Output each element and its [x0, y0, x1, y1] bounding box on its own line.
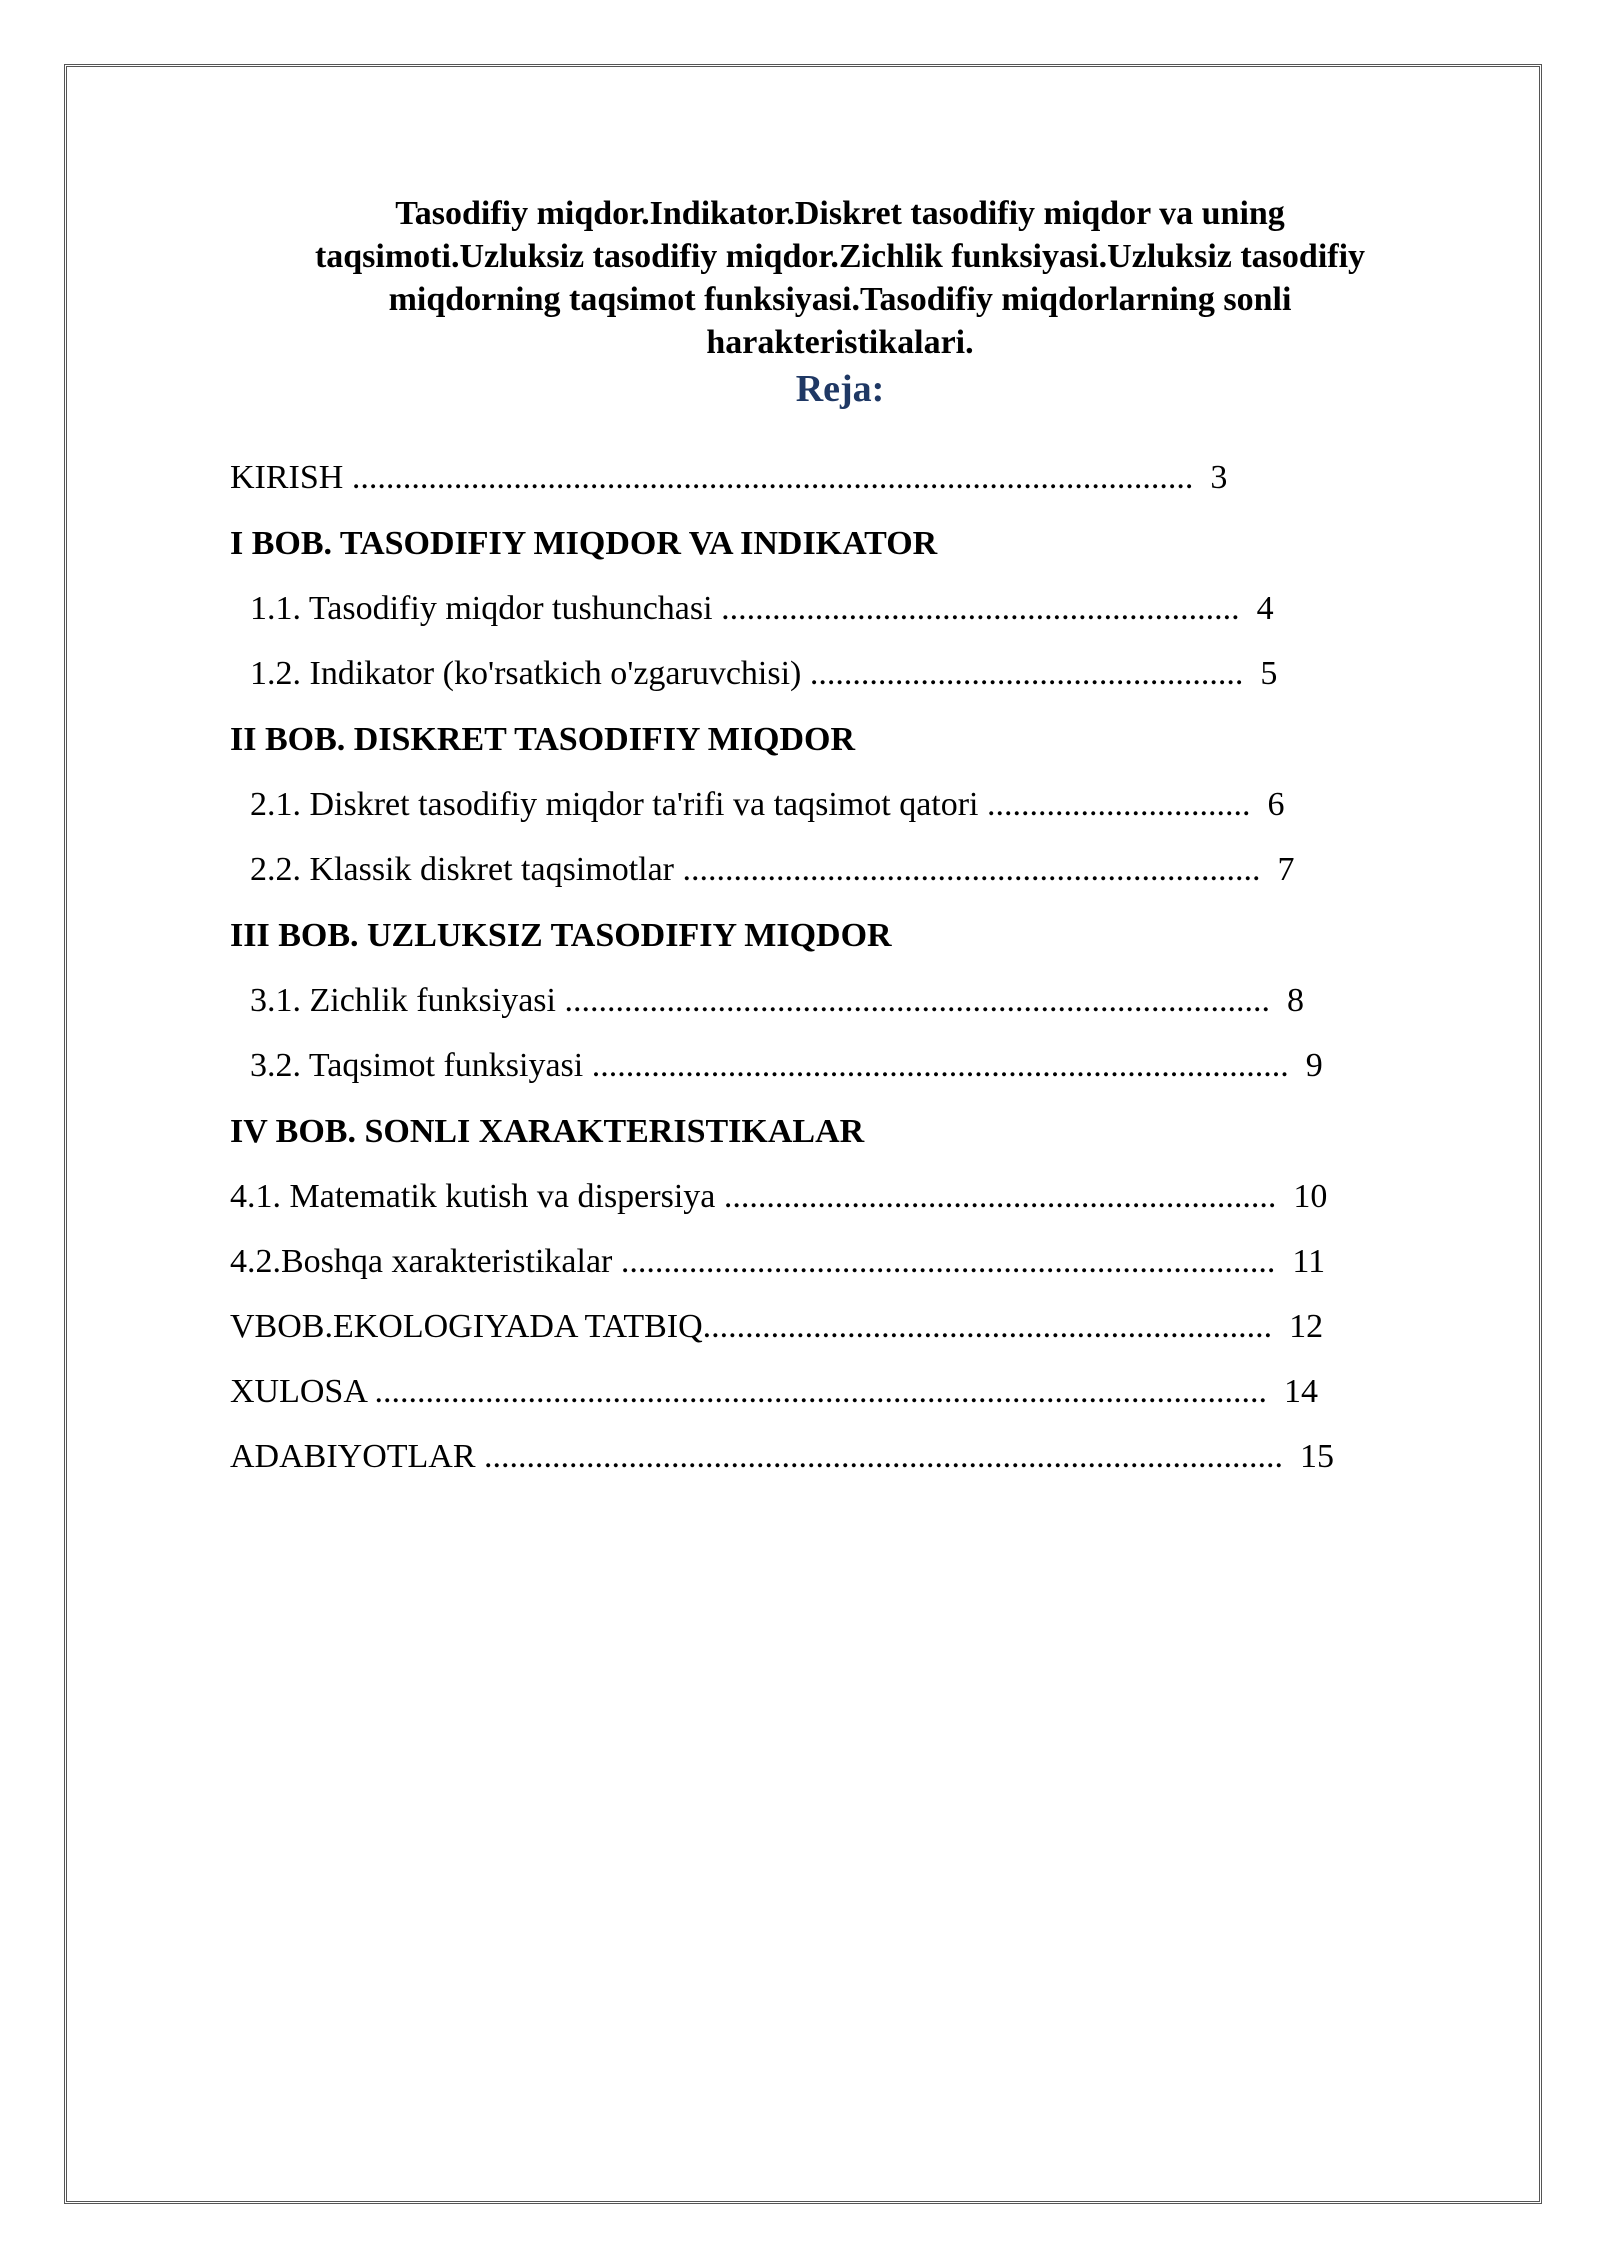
toc-page-number: 5 — [1260, 655, 1278, 692]
plan-heading: Reja: — [795, 368, 885, 410]
toc-entry-kirish[interactable] — [230, 458, 1227, 498]
toc-label: 1.2. Indikator (ko'rsatkich o'zgaruvchisi) — [250, 655, 802, 692]
toc-page-number: 4 — [1256, 590, 1274, 627]
toc-leader-dots: ............................................................. — [712, 590, 1240, 627]
toc-entry-3-1[interactable] — [250, 981, 1304, 1021]
toc-leader-dots: ............................................................................. — [612, 1243, 1276, 1280]
title-line-3: miqdorning taqsimot funksiyasi.Tasodifiy miqdorlarning sonli — [388, 281, 1292, 318]
toc-page-number: 9 — [1305, 1047, 1323, 1084]
toc-page-number: 7 — [1277, 851, 1295, 888]
toc-label: II BOB. DISKRET TASODIFIY MIQDOR — [230, 721, 856, 758]
toc-label: 2.1. Diskret tasodifiy miqdor ta'rifi va taqsimot qatori — [250, 786, 979, 823]
title-line-4: harakteristikalari. — [706, 324, 974, 361]
toc-entry-1-1[interactable] — [250, 589, 1274, 629]
toc-leader-dots: ................................................................. — [715, 1178, 1277, 1215]
toc-label: 4.2.Boshqa xarakteristikalar — [230, 1243, 613, 1280]
toc-chapter-1[interactable] — [230, 524, 937, 564]
toc-leader-dots: ................................................................................................... — [343, 459, 1194, 496]
toc-leader-dots: ............................... — [978, 786, 1251, 823]
toc-label: KIRISH — [230, 459, 344, 496]
toc-label: ADABIYOTLAR — [230, 1438, 476, 1475]
toc-page-number: 10 — [1293, 1178, 1328, 1215]
toc-entry-xulosa[interactable] — [230, 1372, 1318, 1412]
title-line-1: Tasodifiy miqdor.Indikator.Diskret tasodifiy miqdor va uning — [395, 195, 1285, 232]
toc-label: I BOB. TASODIFIY MIQDOR VA INDIKATOR — [230, 525, 938, 562]
toc-page-number: 12 — [1289, 1308, 1324, 1345]
toc-entry-4-1[interactable] — [230, 1177, 1327, 1217]
toc-page-number: 11 — [1292, 1243, 1326, 1280]
toc-chapter-3[interactable] — [230, 916, 892, 956]
toc-page-number: 8 — [1286, 982, 1304, 1019]
toc-label: 3.1. Zichlik funksiyasi — [250, 982, 556, 1019]
title-line-2: taqsimoti.Uzluksiz tasodifiy miqdor.Zichlik funksiyasi.Uzluksiz tasodifiy — [314, 238, 1366, 275]
toc-label: VBOB.EKOLOGIYADA TATBIQ — [230, 1308, 703, 1345]
toc-page-number: 6 — [1267, 786, 1285, 823]
toc-label: 3.2. Taqsimot funksiyasi — [250, 1047, 584, 1084]
toc-label: 1.1. Tasodifiy miqdor tushunchasi — [250, 590, 713, 627]
toc-entry-2-2[interactable] — [250, 850, 1295, 890]
toc-page-number: 14 — [1284, 1373, 1319, 1410]
toc-entry-adabiyotlar[interactable] — [230, 1437, 1334, 1477]
toc-chapter-2[interactable] — [230, 720, 855, 760]
toc-leader-dots: .............................................................................................. — [475, 1438, 1284, 1475]
toc-chapter-4[interactable] — [230, 1112, 864, 1152]
toc-page-number: 3 — [1210, 459, 1228, 496]
toc-leader-dots: ......................................................................................................... — [366, 1373, 1268, 1410]
toc-leader-dots: ................................................... — [801, 655, 1244, 692]
document-title — [230, 192, 1450, 364]
toc-leader-dots: ................................................................... — [702, 1308, 1273, 1345]
toc-entry-chapter-5[interactable] — [230, 1307, 1323, 1347]
toc-entry-1-2[interactable] — [250, 654, 1277, 694]
toc-page-number: 15 — [1300, 1438, 1335, 1475]
toc-label: IV BOB. SONLI XARAKTERISTIKALAR — [230, 1113, 865, 1150]
toc-label: 4.1. Matematik kutish va dispersiya — [230, 1178, 716, 1215]
toc-entry-2-1[interactable] — [250, 785, 1285, 825]
toc-leader-dots: .................................................................... — [674, 851, 1261, 888]
toc-label: 2.2. Klassik diskret taqsimotlar — [250, 851, 675, 888]
toc-label: XULOSA — [230, 1373, 367, 1410]
toc-entry-4-2[interactable] — [230, 1242, 1325, 1282]
toc-entry-3-2[interactable] — [250, 1046, 1323, 1086]
toc-leader-dots: .................................................................................. — [583, 1047, 1289, 1084]
toc-leader-dots: ................................................................................... — [555, 982, 1270, 1019]
toc-label: III BOB. UZLUKSIZ TASODIFIY MIQDOR — [230, 917, 892, 954]
